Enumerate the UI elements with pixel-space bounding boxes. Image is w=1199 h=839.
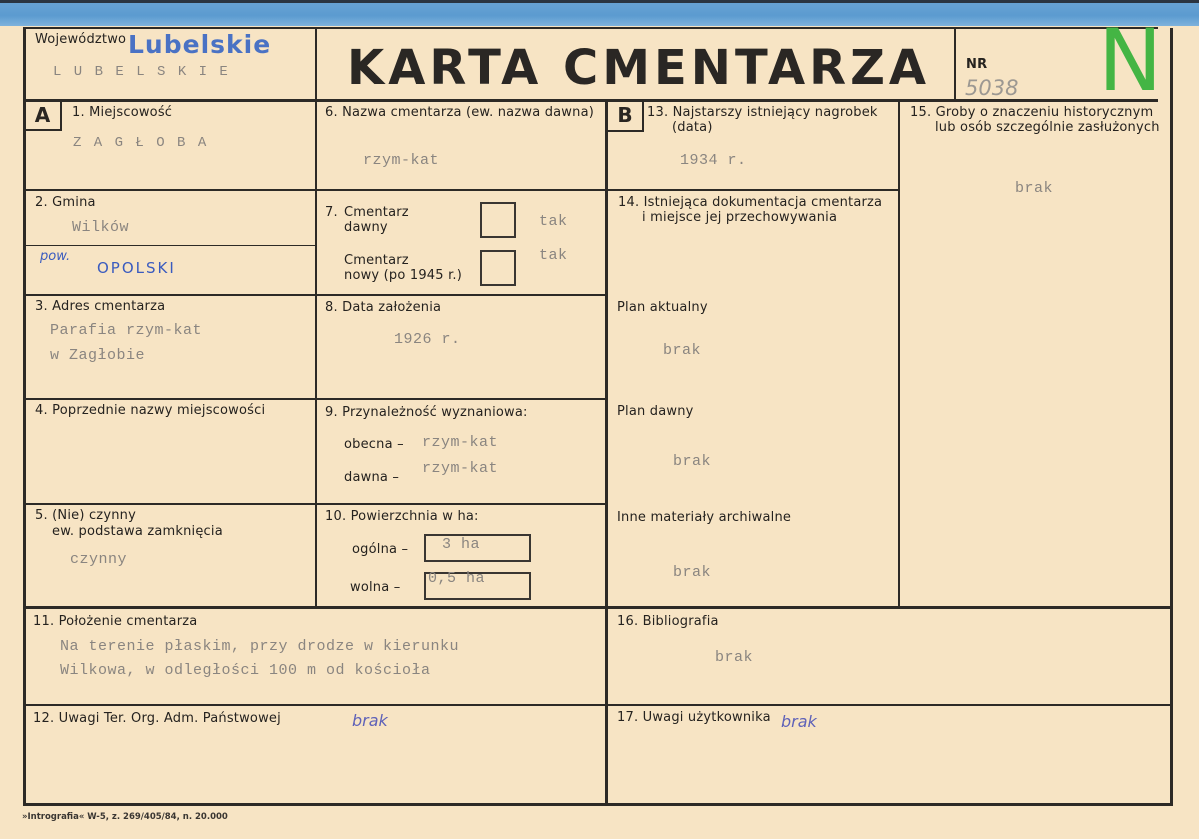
outer-border-bottom: [23, 803, 1173, 806]
nr-label: NR: [966, 57, 988, 72]
row-line: [605, 189, 898, 191]
plan-aktualny-value: brak: [663, 342, 702, 359]
outer-border-left: [23, 27, 26, 805]
field-9-obecna-label: obecna –: [344, 437, 404, 452]
row-line: [23, 606, 1173, 609]
field-13-label-2: (data): [672, 120, 713, 135]
header-divider-2: [954, 27, 956, 100]
field-7-nowy-1: Cmentarz: [344, 253, 409, 268]
row-line: [315, 398, 605, 400]
row-line-thin: [23, 245, 315, 246]
field-8-value: 1926 r.: [394, 331, 461, 348]
field-2-label: 2. Gmina: [35, 195, 96, 210]
field-11-line2: Wilkowa, w odległości 100 m od kościoła: [60, 662, 431, 679]
field-7-dawny-1: Cmentarz: [344, 205, 409, 220]
inne-materialy-label: Inne materiały archiwalne: [617, 510, 792, 525]
field-3-line1: Parafia rzym-kat: [50, 322, 203, 339]
plan-aktualny-label: Plan aktualny: [617, 300, 708, 315]
field-9-dawna-value: rzym-kat: [422, 460, 499, 477]
section-a-badge: A: [25, 101, 62, 131]
row-line: [315, 189, 605, 191]
plan-dawny-label: Plan dawny: [617, 404, 694, 419]
field-1-value: Z A G Ł O B A: [73, 135, 209, 151]
field-16-value: brak: [715, 649, 754, 666]
col-divider-ab: [605, 100, 608, 803]
header-divider-1: [315, 27, 317, 607]
row-line: [23, 189, 315, 191]
field-5-label-2: ew. podstawa zamknięcia: [52, 524, 223, 539]
powiat-value: OPOLSKI: [97, 259, 176, 277]
field-13-label-1: 13. Najstarszy istniejący nagrobek: [647, 105, 878, 120]
wojewodztwo-label: Województwo: [35, 32, 127, 47]
row-line: [23, 294, 315, 296]
field-9-obecna-value: rzym-kat: [422, 434, 499, 451]
field-7-num: 7.: [325, 205, 338, 220]
field-8-label: 8. Data założenia: [325, 300, 442, 315]
field-6-value: rzym-kat: [363, 152, 440, 169]
field-7-nowy-value: tak: [539, 247, 568, 264]
field-9-label: 9. Przynależność wyznaniowa:: [325, 405, 528, 420]
outer-border-right: [1170, 28, 1173, 805]
field-7-dawny-2: dawny: [344, 220, 388, 235]
col-divider-b15: [898, 100, 900, 608]
header-top-line: [23, 27, 1158, 29]
field-15-label-2: lub osób szczególnie zasłużonych: [935, 120, 1160, 135]
field-6-label: 6. Nazwa cmentarza (ew. nazwa dawna): [325, 105, 595, 120]
field-10-label: 10. Powierzchnia w ha:: [325, 509, 479, 524]
nr-value: 5038: [965, 76, 1019, 100]
wojewodztwo-typed: L U B E L S K I E: [53, 64, 230, 80]
inne-materialy-value: brak: [673, 564, 712, 581]
field-13-value: 1934 r.: [680, 152, 747, 169]
field-10-wolna-value: 0,5 ha: [428, 570, 486, 587]
field-10-ogolna-label: ogólna –: [352, 542, 409, 557]
field-10-wolna-label: wolna –: [350, 580, 401, 595]
field-12-label: 12. Uwagi Ter. Org. Adm. Państwowej: [33, 711, 281, 726]
cmentarz-nowy-checkbox[interactable]: [480, 250, 516, 286]
field-15-label-1: 15. Groby o znaczeniu historycznym: [910, 105, 1154, 120]
field-1-label: 1. Miejscowość: [72, 105, 173, 120]
wojewodztwo-stamp: Lubelskie: [128, 30, 272, 59]
tape-top-edge: [0, 0, 1199, 3]
field-2-value: Wilków: [72, 219, 130, 236]
field-5-label-1: 5. (Nie) czynny: [35, 508, 136, 523]
field-3-line2: w Zagłobie: [50, 347, 146, 364]
field-7-dawny-value: tak: [539, 213, 568, 230]
field-10-ogolna-value: 3 ha: [442, 536, 481, 553]
field-7-nowy-2: nowy (po 1945 r.): [344, 268, 463, 283]
section-b-badge: B: [608, 101, 644, 132]
plan-dawny-value: brak: [673, 453, 712, 470]
printer-imprint: »Intrografia« W-5, z. 269/405/84, n. 20.000: [22, 812, 228, 822]
powiat-prefix: pow.: [40, 249, 71, 264]
field-14-label-1: 14. Istniejąca dokumentacja cmentarza: [618, 195, 883, 210]
blue-tape-strip: [0, 0, 1199, 26]
row-line: [315, 294, 605, 296]
category-mark: N: [1098, 11, 1163, 111]
cmentarz-dawny-checkbox[interactable]: [480, 202, 516, 238]
row-line: [23, 704, 1173, 706]
row-line: [23, 503, 315, 505]
field-11-line1: Na terenie płaskim, przy drodze w kierunku: [60, 638, 460, 655]
field-5-value: czynny: [70, 551, 128, 568]
page-title: KARTA CMENTARZA: [347, 40, 931, 96]
field-17-label: 17. Uwagi użytkownika: [617, 710, 771, 725]
field-14-label-2: i miejsce jej przechowywania: [642, 210, 838, 225]
field-4-label: 4. Poprzednie nazwy miejscowości: [35, 403, 266, 418]
field-11-label: 11. Położenie cmentarza: [33, 614, 198, 629]
field-17-value: brak: [781, 712, 817, 731]
row-line: [315, 503, 605, 505]
field-3-label: 3. Adres cmentarza: [35, 299, 166, 314]
field-15-value: brak: [1015, 180, 1054, 197]
field-16-label: 16. Bibliografia: [617, 614, 719, 629]
field-12-value: brak: [352, 711, 388, 730]
row-line: [23, 398, 315, 400]
field-9-dawna-label: dawna –: [344, 470, 400, 485]
